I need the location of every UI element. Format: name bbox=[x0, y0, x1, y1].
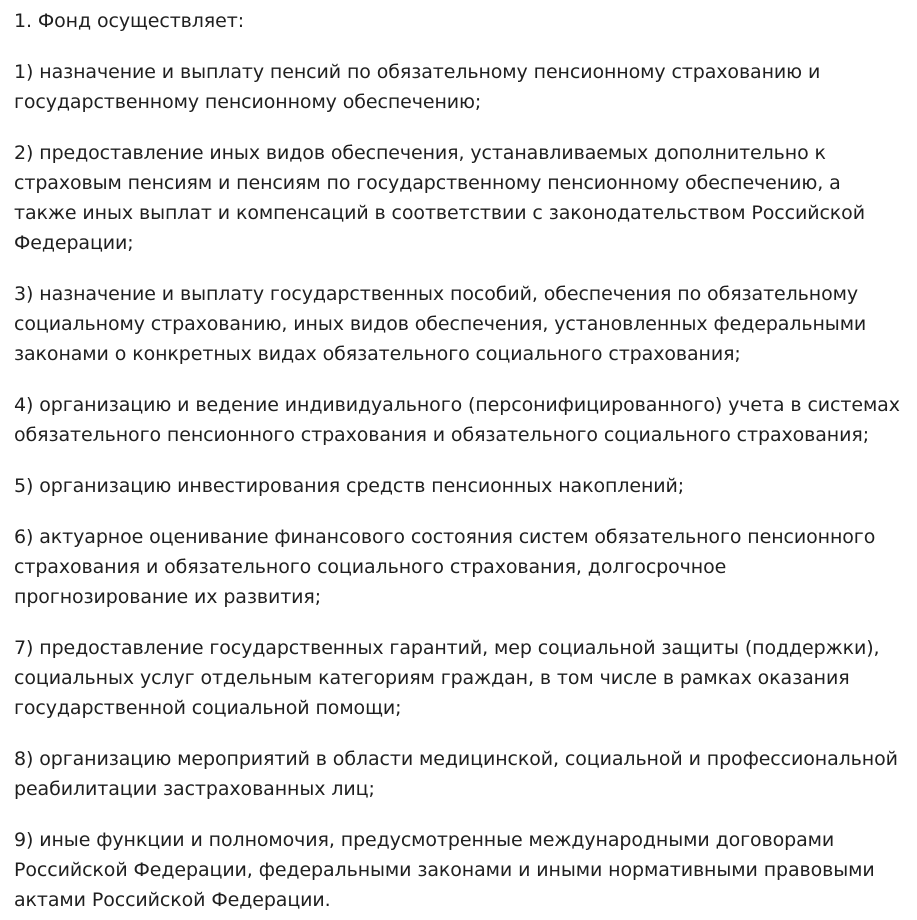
list-item-3: 3) назначение и выплату государственных пособий, обеспечения по обязательному социальному страхованию, иных видов обеспечения, установленных федеральными законами о конкретных видах обязательного социального страхования; bbox=[14, 283, 867, 365]
list-item-8: 8) организацию мероприятий в области медицинской, социальной и профессиональной реабилитации застрахованных лиц; bbox=[14, 748, 898, 800]
list-item-5: 5) организацию инвестирования средств пенсионных накоплений; bbox=[14, 475, 685, 497]
list-item-9: 9) иные функции и полномочия, предусмотренные международными договорами Российской Федерации, федеральными законами и иными нормативными правовыми актами Российской Федерации. bbox=[14, 829, 875, 911]
list-item-7: 7) предоставление государственных гарантий, мер социальной защиты (поддержки), социальных услуг отдельным категориям граждан, в том числе в рамках оказания государственной социальной помощи; bbox=[14, 637, 880, 719]
intro-heading: 1. Фонд осуществляет: bbox=[14, 10, 244, 32]
list-item-2: 2) предоставление иных видов обеспечения, устанавливаемых дополнительно к страховым пенсиям и пенсиям по государственному пенсионному обеспечению, а также иных выплат и компенсаций в соответствии с законодательством Российской Федерации; bbox=[14, 142, 865, 254]
list-item-1: 1) назначение и выплату пенсий по обязательному пенсионному страхованию и государственному пенсионному обеспечению; bbox=[14, 61, 821, 113]
list-item-6: 6) актуарное оценивание финансового состояния систем обязательного пенсионного страхования и обязательного социального страхования, долгосрочное прогнозирование их развития; bbox=[14, 526, 876, 608]
list-item-4: 4) организацию и ведение индивидуального (персонифицированного) учета в системах обязательного пенсионного страхования и обязательного социального страхования; bbox=[14, 394, 900, 446]
